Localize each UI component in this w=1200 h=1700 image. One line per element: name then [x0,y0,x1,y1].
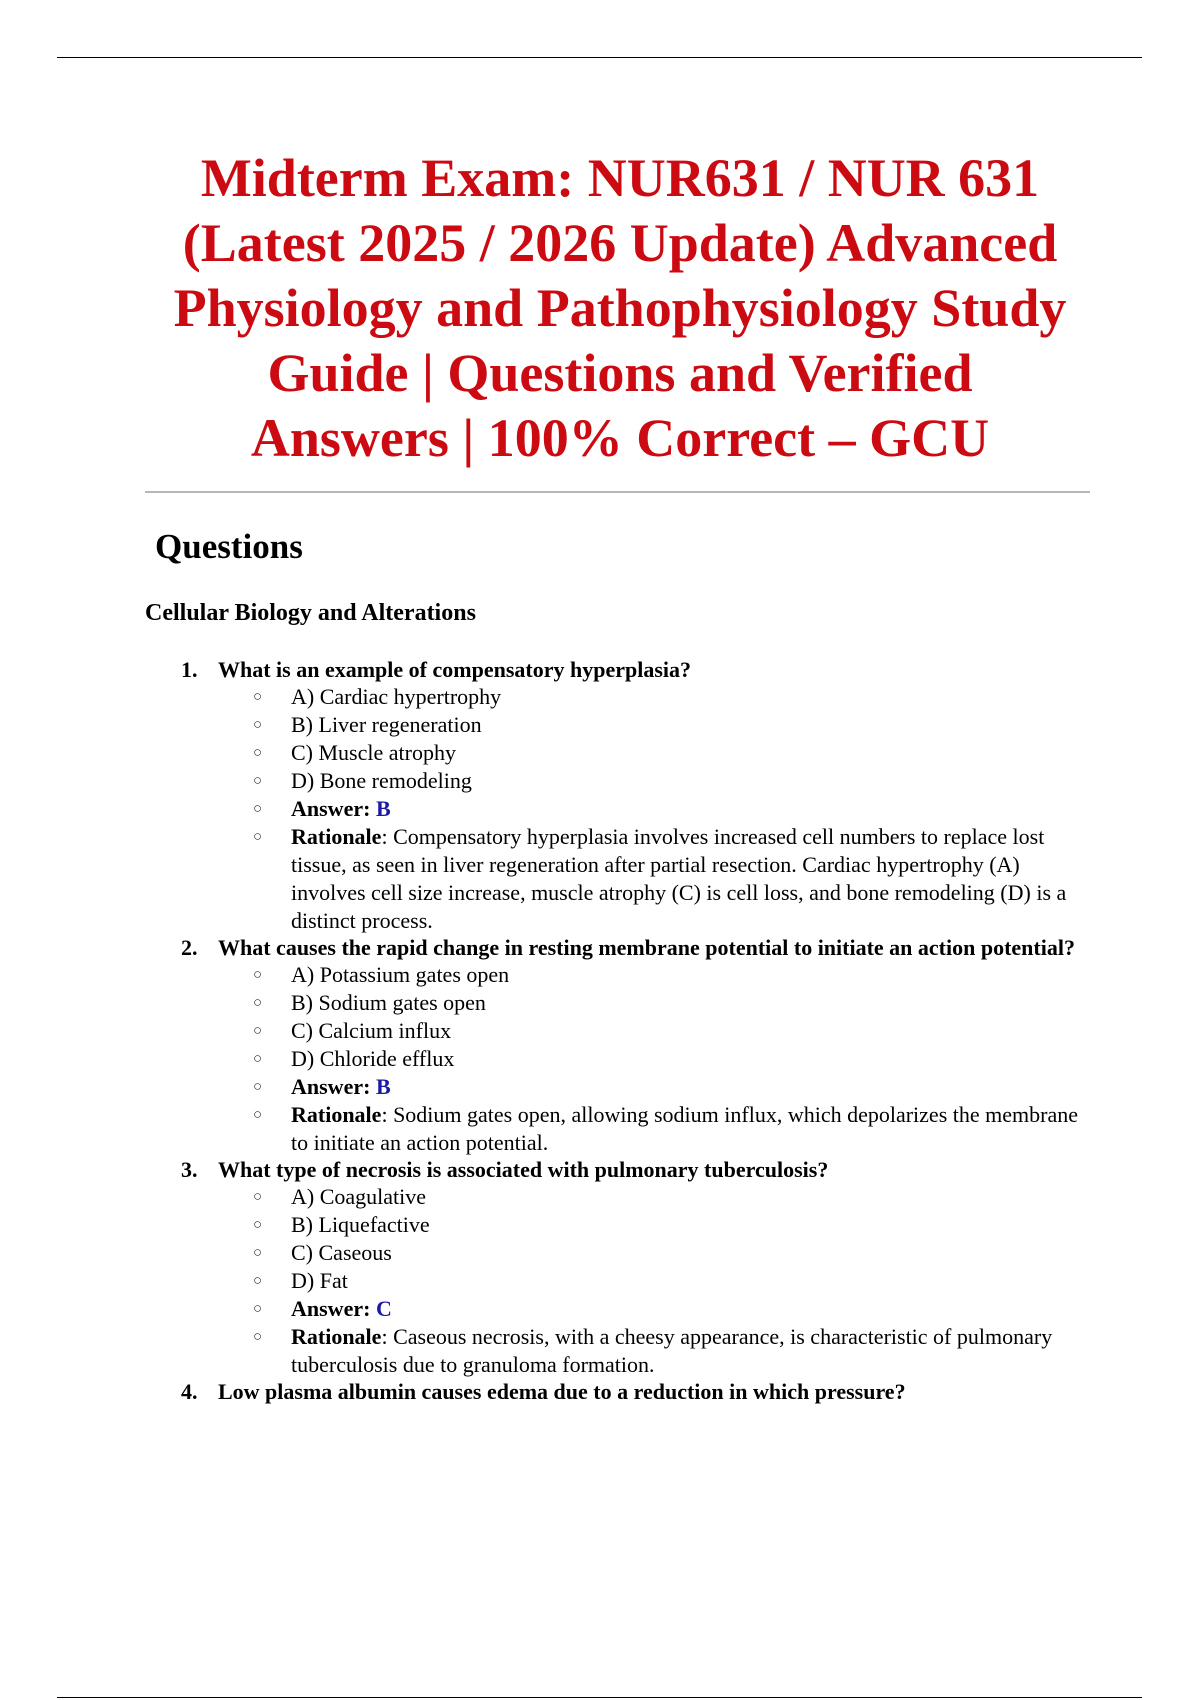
title-line: Physiology and Pathophysiology Study [173,278,1067,338]
option-item [218,1211,1085,1239]
option-list [218,1183,1085,1379]
option-item [218,961,1085,989]
circle-bullet-icon: ○ [253,1329,263,1345]
rationale-text: : Compensatory hyperplasia involves increased cell numbers to replace lost tissue, as seen in liver regeneration after partial resection. Cardiac hypertrophy (A) involves cell size increase, muscle atrophy (C) is cell loss, and bone remodeling (D) is a distinct process. [291,824,1067,933]
option-text: C) Caseous [291,1240,392,1265]
question-text: What causes the rapid change in resting membrane potential to initiate an action potential? [218,935,1075,960]
rationale-label: Rationale [291,1102,382,1127]
question-item [145,935,1085,1157]
option-item [218,989,1085,1017]
option-item [218,1045,1085,1073]
option-text: D) Chloride efflux [291,1046,455,1071]
circle-bullet-icon: ○ [253,829,263,845]
question-number: 3. [181,1157,198,1182]
rationale-item [218,823,1085,935]
title-line: Guide | Questions and Verified [267,343,973,403]
circle-bullet-icon: ○ [253,689,263,705]
title-line: Midterm Exam: NUR631 / NUR 631 [200,148,1040,208]
option-text: B) Liquefactive [291,1212,430,1237]
question-item [145,1379,1085,1405]
option-text: C) Muscle atrophy [291,740,456,765]
option-text: B) Sodium gates open [291,990,486,1015]
answer-label: Answer: [291,796,371,821]
circle-bullet-icon: ○ [253,995,263,1011]
option-item [218,1183,1085,1211]
answer-item [218,795,1085,823]
option-text: A) Cardiac hypertrophy [291,684,502,709]
circle-bullet-icon: ○ [253,745,263,761]
top-rule [57,57,1142,58]
question-text: What type of necrosis is associated with pulmonary tuberculosis? [218,1157,829,1182]
question-text: What is an example of compensatory hyperplasia? [218,657,691,682]
rationale-text: : Caseous necrosis, with a cheesy appearance, is characteristic of pulmonary tuberculosis due to granuloma formation. [291,1324,1053,1377]
circle-bullet-icon: ○ [253,1051,263,1067]
circle-bullet-icon: ○ [253,1079,263,1095]
option-item [218,711,1085,739]
question-number: 2. [181,935,198,960]
circle-bullet-icon: ○ [253,1273,263,1289]
answer-label: Answer: [291,1296,371,1321]
option-text: D) Fat [291,1268,348,1293]
rationale-label: Rationale [291,1324,382,1349]
question-item [145,1157,1085,1379]
answer-value: B [375,1074,391,1099]
circle-bullet-icon: ○ [253,717,263,733]
rationale-text: : Sodium gates open, allowing sodium influx, which depolarizes the membrane to initiate an action potential. [291,1102,1078,1155]
title-line: (Latest 2025 / 2026 Update) Advanced [182,213,1058,273]
option-text: A) Coagulative [291,1184,427,1209]
option-item [218,683,1085,711]
document-title [100,146,1140,471]
answer-value: B [375,796,391,821]
question-item [145,657,1085,935]
answer-item [218,1073,1085,1101]
title-divider [145,491,1090,493]
option-list [218,683,1085,935]
circle-bullet-icon: ○ [253,1217,263,1233]
answer-value: C [375,1296,392,1321]
option-text: A) Potassium gates open [291,962,510,987]
option-text: B) Liver regeneration [291,712,482,737]
circle-bullet-icon: ○ [253,773,263,789]
rationale-item [218,1101,1085,1157]
circle-bullet-icon: ○ [253,1245,263,1261]
section-heading: Cellular Biology and Alterations [145,600,476,626]
circle-bullet-icon: ○ [253,801,263,817]
circle-bullet-icon: ○ [253,1023,263,1039]
question-text: Low plasma albumin causes edema due to a reduction in which pressure? [218,1379,906,1404]
circle-bullet-icon: ○ [253,1301,263,1317]
option-item [218,1267,1085,1295]
bottom-rule [57,1697,1142,1698]
option-list [218,961,1085,1157]
rationale-item [218,1323,1085,1379]
answer-label: Answer: [291,1074,371,1099]
option-text: C) Calcium influx [291,1018,452,1043]
option-item [218,1017,1085,1045]
question-number: 4. [181,1379,198,1404]
circle-bullet-icon: ○ [253,967,263,983]
question-list [145,657,1085,1405]
questions-heading: Questions [155,527,303,566]
circle-bullet-icon: ○ [253,1107,263,1123]
option-text: D) Bone remodeling [291,768,472,793]
option-item [218,739,1085,767]
question-number: 1. [181,657,198,682]
option-item [218,1239,1085,1267]
option-item [218,767,1085,795]
title-line: Answers | 100% Correct – GCU [250,408,990,468]
rationale-label: Rationale [291,824,382,849]
circle-bullet-icon: ○ [253,1189,263,1205]
answer-item [218,1295,1085,1323]
